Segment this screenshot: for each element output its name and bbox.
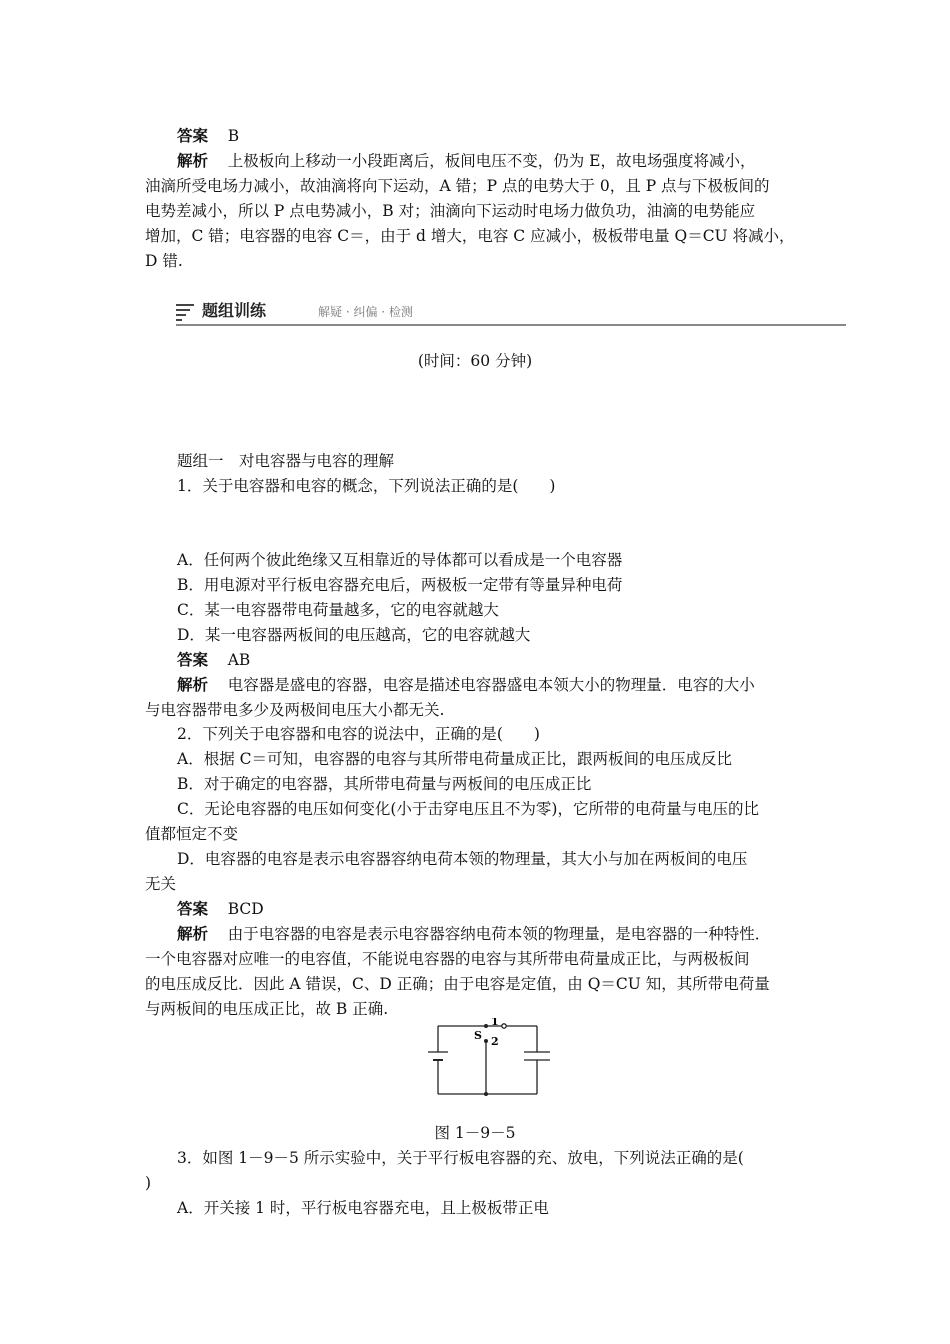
section-header bbox=[176, 300, 846, 326]
q2-option-d: D．电容器的电容是表示电容器容纳电荷本领的物理量，其大小与加在两板间的电压 bbox=[177, 850, 748, 868]
q1-option-b: B．用电源对平行板电容器充电后，两极板一定带有等量异种电荷 bbox=[177, 576, 623, 594]
prev-analysis-line-2: 油滴所受电场力减小，故油滴将向下运动，A 错；P 点的电势大于 0，且 P 点与下极板间的 bbox=[145, 177, 770, 195]
section-rule bbox=[176, 324, 846, 326]
analysis-label: 解析 bbox=[177, 151, 209, 170]
q3-stem-cont: ) bbox=[145, 1174, 152, 1192]
q2-option-a: A．根据 C＝可知，电容器的电容与其所带电荷量成正比，跟两板间的电压成反比 bbox=[177, 750, 732, 768]
analysis-text: 上极板向上移动一小段距离后，板间电压不变，仍为 E，故电场强度将减小， bbox=[227, 152, 756, 170]
q2-option-c: C．无论电容器的电压如何变化(小于击穿电压且不为零)，它所带的电荷量与电压的比 bbox=[177, 800, 759, 818]
q1-answer-line bbox=[177, 649, 250, 671]
prev-analysis-line-3: 电势差减小，所以 P 点电势减小，B 对；油滴向下运动时电场力做负功，油滴的电势能应 bbox=[145, 202, 756, 220]
q1-analysis-line-2: 与电容器带电多少及两极间电压大小都无关. bbox=[145, 701, 445, 719]
analysis-label: 解析 bbox=[177, 924, 209, 943]
section-title: 题组训练 bbox=[202, 301, 267, 320]
q2-analysis-line-1 bbox=[177, 923, 770, 945]
switch-pivot-dot bbox=[484, 1024, 488, 1028]
group-title: 题组一 对电容器与电容的理解 bbox=[177, 452, 395, 470]
answer-value: AB bbox=[227, 651, 251, 669]
answer-label: 答案 bbox=[177, 126, 209, 145]
q1-stem: 1．关于电容器和电容的概念，下列说法正确的是( ) bbox=[177, 477, 556, 495]
prev-analysis-line-4: 增加，C 错；电容器的电容 C＝，由于 d 增大，电容 C 应减小，极板带电量 Q＝CU 将减小， bbox=[145, 227, 795, 245]
answer-label: 答案 bbox=[177, 899, 209, 918]
prev-answer-line bbox=[177, 125, 239, 147]
analysis-text: 电容器是盛电的容器，电容是描述电容器盛电本领大小的物理量．电容的大小 bbox=[227, 676, 755, 694]
q3-stem: 3．如图 1－9－5 所示实验中，关于平行板电容器的充、放电，下列说法正确的是( bbox=[177, 1149, 744, 1167]
q2-option-b: B．对于确定的电容器，其所带电荷量与两板间的电压成正比 bbox=[177, 775, 592, 793]
q2-stem: 2．下列关于电容器和电容的说法中，正确的是( ) bbox=[177, 725, 540, 743]
q1-option-c: C．某一电容器带电荷量越多，它的电容就越大 bbox=[177, 601, 499, 619]
q2-option-c-cont: 值都恒定不变 bbox=[145, 825, 239, 843]
q1-analysis-line-1 bbox=[177, 674, 755, 696]
circuit-diagram bbox=[420, 1018, 560, 1103]
prev-analysis-line-5: D 错. bbox=[145, 252, 183, 270]
prev-analysis-line-1 bbox=[177, 150, 755, 172]
q2-analysis-line-4: 与两板间的电压成正比，故 B 正确. bbox=[145, 1000, 389, 1018]
time-note: (时间：60 分钟) bbox=[417, 352, 533, 370]
section-stripes-icon bbox=[176, 303, 198, 321]
q3-option-a: A．开关接 1 时，平行板电容器充电，且上极板带正电 bbox=[177, 1199, 549, 1217]
q2-analysis-line-3: 的电压成反比．因此 A 错误，C、D 正确；由于电容是定值，由 Q＝CU 知，其所带电荷量 bbox=[145, 975, 770, 993]
answer-value: B bbox=[227, 127, 240, 145]
q1-option-a: A．任何两个彼此绝缘又互相靠近的导体都可以看成是一个电容器 bbox=[177, 551, 623, 569]
q2-analysis-line-2: 一个电容器对应唯一的电容值，不能说电容器的电容与其所带电荷量成正比，与两极板间 bbox=[145, 950, 750, 968]
q1-option-d: D．某一电容器两板间的电压越高，它的电容就越大 bbox=[177, 626, 531, 644]
section-subtitle: 解疑 · 纠偏 · 检测 bbox=[318, 305, 413, 319]
answer-value: BCD bbox=[227, 900, 264, 918]
circuit-junction-dot bbox=[484, 1092, 488, 1096]
switch-label: S bbox=[474, 1029, 482, 1042]
q2-option-d-cont: 无关 bbox=[145, 875, 177, 893]
terminal-2-label: 2 bbox=[491, 1035, 499, 1048]
terminal-1-label: 1 bbox=[491, 1018, 499, 1028]
switch-terminal-1 bbox=[502, 1024, 506, 1028]
figure-caption: 图 1－9－5 bbox=[434, 1124, 516, 1142]
switch-terminal-2-dot bbox=[484, 1039, 488, 1043]
analysis-label: 解析 bbox=[177, 675, 209, 694]
answer-label: 答案 bbox=[177, 650, 209, 669]
analysis-text: 由于电容器的电容是表示电容器容纳电荷本领的物理量，是电容器的一种特性． bbox=[227, 925, 771, 943]
q2-answer-line bbox=[177, 898, 264, 920]
